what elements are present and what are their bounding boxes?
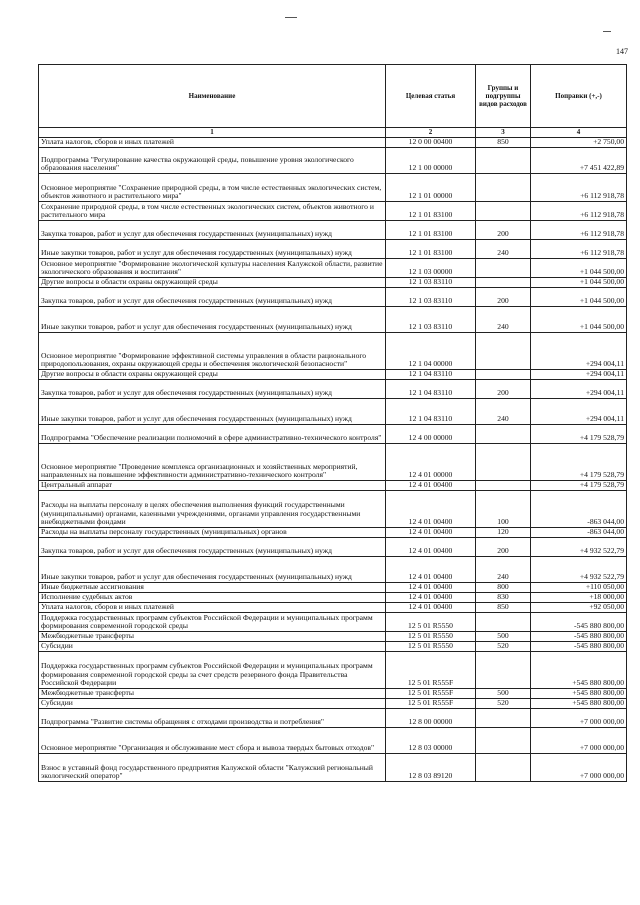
table-row [39, 148, 627, 174]
table-row [39, 754, 627, 782]
table-cell-amount: +545 880 800,00 [531, 699, 627, 709]
table-body [39, 138, 627, 782]
table-cell-group: 800 [476, 583, 531, 593]
table-cell-code: 12 0 00 00400 [386, 138, 476, 148]
table-cell-group: 200 [476, 221, 531, 240]
table-row [39, 278, 627, 288]
table-cell-group: 100 [476, 491, 531, 528]
table-cell-group [476, 333, 531, 370]
table-cell-name: Основное мероприятие "Формирование экологической культуры населения Калужской области, развитие экологического образования и воспитания" [39, 259, 386, 278]
table-cell-code: 12 1 04 83110 [386, 399, 476, 425]
table-cell-amount: +294 004,11 [531, 370, 627, 380]
table-row [39, 538, 627, 557]
table-cell-code: 12 4 01 00000 [386, 444, 476, 481]
table-row [39, 202, 627, 221]
table-cell-name: Иные закупки товаров, работ и услуг для обеспечения государственных (муниципальных) нужд [39, 557, 386, 583]
table-row [39, 380, 627, 399]
table-cell-amount: +6 112 918,78 [531, 240, 627, 259]
table-cell-code: 12 1 01 83100 [386, 240, 476, 259]
column-number: 4 [531, 128, 627, 138]
table-cell-group: 520 [476, 642, 531, 652]
table-cell-amount: +2 750,00 [531, 138, 627, 148]
table-row [39, 652, 627, 689]
table-cell-name: Расходы на выплаты персоналу в целях обеспечения выполнения функций государственными (муниципальными) органами, казенными учреждениями, органами управления государственными внебюджетными фондами [39, 491, 386, 528]
table-cell-name: Субсидии [39, 642, 386, 652]
table-cell-name: Иные закупки товаров, работ и услуг для обеспечения государственных (муниципальных) нужд [39, 307, 386, 333]
table-row [39, 370, 627, 380]
table-cell-group [476, 481, 531, 491]
table-cell-code: 12 5 01 R5550 [386, 632, 476, 642]
table-cell-code: 12 1 01 00000 [386, 174, 476, 202]
table-cell-code: 12 1 03 83110 [386, 307, 476, 333]
table-cell-name: Основное мероприятие "Проведение комплекса организационных и хозяйственных мероприятий, направленных на повышение эффективности административно-технического контроля" [39, 444, 386, 481]
table-cell-group [476, 148, 531, 174]
table-row [39, 603, 627, 613]
table-cell-code: 12 1 00 00000 [386, 148, 476, 174]
table-cell-group [476, 709, 531, 728]
table-row [39, 221, 627, 240]
table-cell-amount: -863 044,00 [531, 491, 627, 528]
table-row [39, 333, 627, 370]
table-cell-amount: +545 880 800,00 [531, 652, 627, 689]
table-cell-name: Расходы на выплаты персоналу государственных (муниципальных) органов [39, 528, 386, 538]
table-row [39, 399, 627, 425]
table-cell-group [476, 278, 531, 288]
table-cell-amount: +7 000 000,00 [531, 728, 627, 754]
table-cell-code: 12 4 00 00000 [386, 425, 476, 444]
table-cell-code: 12 5 01 R555F [386, 699, 476, 709]
table-cell-name: Основное мероприятие "Формирование эффективной системы управления в области рационального природопользования, охраны окружающей среды и обеспечения экологической безопасности" [39, 333, 386, 370]
table-cell-code: 12 4 01 00400 [386, 583, 476, 593]
table-cell-amount: +1 044 500,00 [531, 278, 627, 288]
table-cell-name: Закупка товаров, работ и услуг для обеспечения государственных (муниципальных) нужд [39, 288, 386, 307]
table-row [39, 593, 627, 603]
table-cell-amount: +7 000 000,00 [531, 754, 627, 782]
table-cell-name: Подпрограмма "Обеспечение реализации полномочий в сфере административно-технического контроля" [39, 425, 386, 444]
table-cell-group: 240 [476, 557, 531, 583]
table-cell-code: 12 5 01 R555F [386, 652, 476, 689]
table-row [39, 425, 627, 444]
table-cell-group [476, 425, 531, 444]
table-cell-name: Другие вопросы в области охраны окружающей среды [39, 278, 386, 288]
table-cell-code: 12 4 01 00400 [386, 557, 476, 583]
table-cell-amount: +110 050,00 [531, 583, 627, 593]
table-cell-code: 12 4 01 00400 [386, 538, 476, 557]
table-cell-group [476, 370, 531, 380]
table-cell-group [476, 202, 531, 221]
table-cell-name: Межбюджетные трансферты [39, 632, 386, 642]
table-cell-name: Взнос в уставный фонд государственного предприятия Калужской области "Калужский региональный экологический оператор" [39, 754, 386, 782]
table-cell-code: 12 5 01 R5550 [386, 613, 476, 632]
table-cell-name: Поддержка государственных программ субъектов Российской Федерации и муниципальных программ формирования современной городской среды [39, 613, 386, 632]
table-cell-group: 850 [476, 138, 531, 148]
table-cell-name: Иные бюджетные ассигнования [39, 583, 386, 593]
table-cell-amount: +1 044 500,00 [531, 307, 627, 333]
table-cell-group: 240 [476, 307, 531, 333]
table-cell-name: Подпрограмма "Регулирование качества окружающей среды, повышение уровня экологического образования населения" [39, 148, 386, 174]
table-cell-amount: -545 880 800,00 [531, 632, 627, 642]
table-cell-name: Исполнение судебных актов [39, 593, 386, 603]
table-cell-name: Закупка товаров, работ и услуг для обеспечения государственных (муниципальных) нужд [39, 380, 386, 399]
table-cell-amount: +92 050,00 [531, 603, 627, 613]
table-cell-amount: +7 451 422,89 [531, 148, 627, 174]
table-row [39, 138, 627, 148]
table-cell-group [476, 613, 531, 632]
table-cell-name: Уплата налогов, сборов и иных платежей [39, 138, 386, 148]
table-row [39, 259, 627, 278]
table-header-row [39, 65, 627, 128]
table-row [39, 689, 627, 699]
table-cell-name: Межбюджетные трансферты [39, 689, 386, 699]
table-row [39, 728, 627, 754]
table-row [39, 699, 627, 709]
table-row [39, 583, 627, 593]
table-cell-name: Уплата налогов, сборов и иных платежей [39, 603, 386, 613]
top-mark [285, 17, 297, 18]
header-group: Группы и подгруппы видов расходов [476, 65, 531, 128]
table-cell-name: Основное мероприятие "Сохранение природной среды, в том числе естественных экологических систем, объектов животного и растительного мира" [39, 174, 386, 202]
table-row [39, 288, 627, 307]
table-row [39, 632, 627, 642]
table-cell-amount: +6 112 918,78 [531, 174, 627, 202]
table-cell-group: 120 [476, 528, 531, 538]
table-row [39, 613, 627, 632]
table-cell-name: Закупка товаров, работ и услуг для обеспечения государственных (муниципальных) нужд [39, 221, 386, 240]
table-cell-code: 12 1 03 83110 [386, 278, 476, 288]
table-cell-code: 12 5 01 R5550 [386, 642, 476, 652]
column-number: 2 [386, 128, 476, 138]
table-row [39, 444, 627, 481]
table-cell-amount: -545 880 800,00 [531, 642, 627, 652]
table-cell-name: Центральный аппарат [39, 481, 386, 491]
table-row [39, 528, 627, 538]
table-cell-amount: +294 004,11 [531, 380, 627, 399]
table-cell-name: Субсидии [39, 699, 386, 709]
table-row [39, 174, 627, 202]
table-cell-name: Иные закупки товаров, работ и услуг для обеспечения государственных (муниципальных) нужд [39, 399, 386, 425]
table-cell-group: 240 [476, 399, 531, 425]
table-cell-group: 200 [476, 380, 531, 399]
table-cell-code: 12 1 04 83110 [386, 380, 476, 399]
table-cell-amount: +6 112 918,78 [531, 221, 627, 240]
table-cell-group: 500 [476, 632, 531, 642]
table-cell-code: 12 5 01 R555F [386, 689, 476, 699]
table-cell-group: 850 [476, 603, 531, 613]
table-cell-group [476, 174, 531, 202]
header-name: Наименование [39, 65, 386, 128]
table-cell-name: Поддержка государственных программ субъектов Российской Федерации и муниципальных программ формирования современной городской среды за счет средств резервного фонда Правительства Российской Федерации [39, 652, 386, 689]
table-cell-code: 12 4 01 00400 [386, 528, 476, 538]
table-cell-amount: +1 044 500,00 [531, 288, 627, 307]
table-cell-amount: +4 932 522,79 [531, 538, 627, 557]
column-number: 3 [476, 128, 531, 138]
table-cell-group [476, 444, 531, 481]
table-cell-code: 12 8 03 89120 [386, 754, 476, 782]
header-code: Целевая статья [386, 65, 476, 128]
table-row [39, 481, 627, 491]
table-cell-amount: +4 179 528,79 [531, 444, 627, 481]
table-cell-group: 200 [476, 538, 531, 557]
table-cell-amount: +545 880 800,00 [531, 689, 627, 699]
table-cell-amount: +7 000 000,00 [531, 709, 627, 728]
table-cell-name: Подпрограмма "Развитие системы обращения с отходами производства и потребления" [39, 709, 386, 728]
table-cell-name: Сохранение природной среды, в том числе естественных экологических систем, объектов животного и растительного мира [39, 202, 386, 221]
table-row [39, 491, 627, 528]
table-cell-name: Закупка товаров, работ и услуг для обеспечения государственных (муниципальных) нужд [39, 538, 386, 557]
table-cell-code: 12 8 00 00000 [386, 709, 476, 728]
table-cell-code: 12 8 03 00000 [386, 728, 476, 754]
table-cell-group [476, 652, 531, 689]
table-cell-group: 520 [476, 699, 531, 709]
top-mark [603, 31, 611, 32]
table-cell-code: 12 4 01 00400 [386, 491, 476, 528]
column-number: 1 [39, 128, 386, 138]
table-cell-amount: +294 004,11 [531, 333, 627, 370]
table-cell-group: 240 [476, 240, 531, 259]
table-cell-amount: +4 179 528,79 [531, 481, 627, 491]
table-row [39, 709, 627, 728]
table-cell-code: 12 4 01 00400 [386, 603, 476, 613]
table-cell-code: 12 1 01 83100 [386, 202, 476, 221]
table-cell-group: 500 [476, 689, 531, 699]
table-cell-code: 12 1 04 83110 [386, 370, 476, 380]
header-amount: Поправки (+,-) [531, 65, 627, 128]
table-cell-code: 12 4 01 00400 [386, 593, 476, 603]
table-cell-name: Основное мероприятие "Организация и обслуживание мест сбора и вывоза твердых бытовых отходов" [39, 728, 386, 754]
table-cell-amount: +4 932 522,79 [531, 557, 627, 583]
table-cell-code: 12 1 03 00000 [386, 259, 476, 278]
table-cell-amount: +294 004,11 [531, 399, 627, 425]
page-number: 147 [616, 47, 628, 56]
table-cell-group: 830 [476, 593, 531, 603]
table-cell-name: Другие вопросы в области охраны окружающей среды [39, 370, 386, 380]
column-number-row [39, 128, 627, 138]
table-cell-group [476, 728, 531, 754]
table-cell-amount: +18 000,00 [531, 593, 627, 603]
table-cell-group [476, 754, 531, 782]
table-cell-amount: +6 112 918,78 [531, 202, 627, 221]
table-cell-code: 12 4 01 00400 [386, 481, 476, 491]
table-cell-amount: +4 179 528,79 [531, 425, 627, 444]
table-row [39, 307, 627, 333]
table-cell-code: 12 1 03 83110 [386, 288, 476, 307]
table-cell-name: Иные закупки товаров, работ и услуг для обеспечения государственных (муниципальных) нужд [39, 240, 386, 259]
table-cell-amount: -863 044,00 [531, 528, 627, 538]
table-cell-amount: +1 044 500,00 [531, 259, 627, 278]
table-cell-group [476, 259, 531, 278]
table-row [39, 240, 627, 259]
table-row [39, 557, 627, 583]
table-cell-group: 200 [476, 288, 531, 307]
table-cell-code: 12 1 04 00000 [386, 333, 476, 370]
table-cell-amount: -545 880 800,00 [531, 613, 627, 632]
table-cell-code: 12 1 01 83100 [386, 221, 476, 240]
budget-table [38, 64, 627, 782]
table-row [39, 642, 627, 652]
